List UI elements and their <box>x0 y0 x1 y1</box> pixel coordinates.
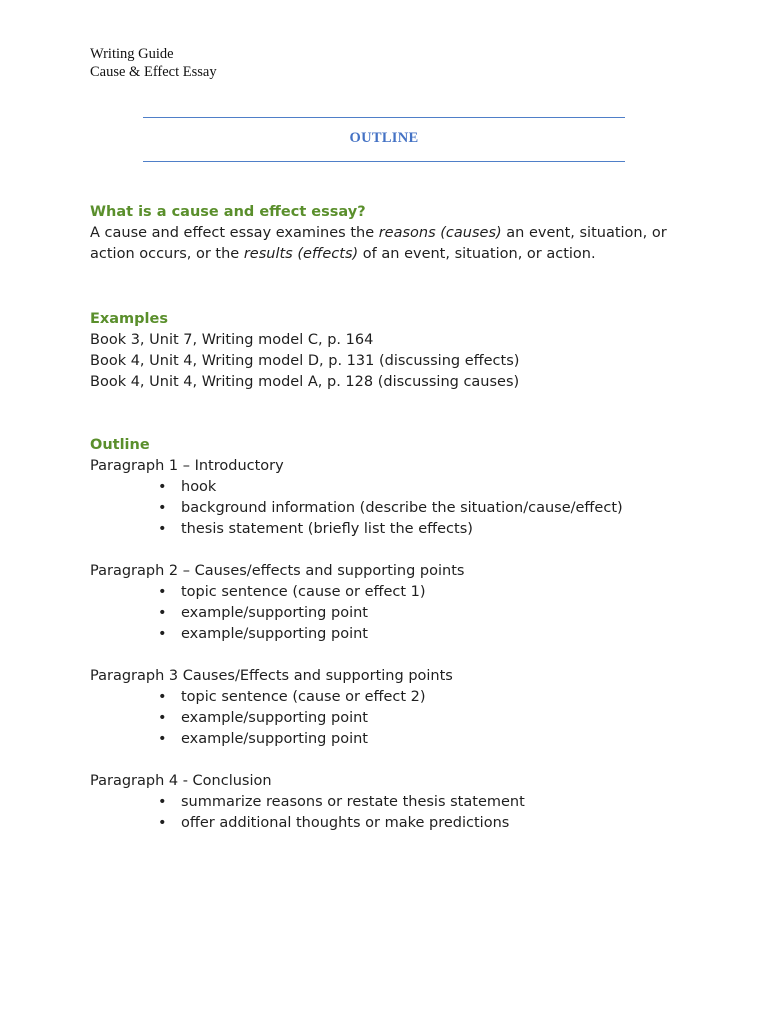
section-what-text <box>90 223 690 265</box>
bullet-dot: • <box>158 731 167 747</box>
paragraph-title: Paragraph 3 Causes/Effects and supporting points <box>90 668 453 684</box>
paragraph-title: Paragraph 1 – Introductory <box>90 458 284 474</box>
bullet-dot: • <box>158 794 167 810</box>
what-text-b: an event, situation, or action occurs, or the <box>90 225 667 262</box>
what-text-c: of an event, situation, or action. <box>358 246 596 262</box>
example-item: Book 4, Unit 4, Writing model D, p. 131 (discussing effects) <box>90 353 520 369</box>
bullet-text: example/supporting point <box>181 605 368 621</box>
bullet-text: topic sentence (cause or effect 1) <box>181 584 426 600</box>
bullet-text: example/supporting point <box>181 731 368 747</box>
bullet-text: example/supporting point <box>181 710 368 726</box>
bullet-list <box>90 687 690 750</box>
bullet-dot: • <box>158 605 167 621</box>
bullet-list <box>90 792 690 834</box>
bullet-dot: • <box>158 626 167 642</box>
bullet-dot: • <box>158 521 167 537</box>
bullet-item <box>90 582 690 603</box>
bullet-item <box>90 729 690 750</box>
section-outline <box>90 435 690 834</box>
paragraph-title: Paragraph 2 – Causes/effects and supporting points <box>90 563 465 579</box>
bullet-text: hook <box>181 479 217 495</box>
bullet-item <box>90 477 690 498</box>
bullet-item <box>90 708 690 729</box>
what-text-a: A cause and effect essay examines the <box>90 225 379 241</box>
bullet-list <box>90 582 690 645</box>
bullet-dot: • <box>158 689 167 705</box>
bullet-text: background information (describe the situation/cause/effect) <box>181 500 623 516</box>
example-item: Book 4, Unit 4, Writing model A, p. 128 (discussing causes) <box>90 374 520 390</box>
bullet-item <box>90 624 690 645</box>
section-what <box>90 202 690 265</box>
bullet-dot: • <box>158 479 167 495</box>
bullet-dot: • <box>158 584 167 600</box>
bullet-text: example/supporting point <box>181 626 368 642</box>
bullet-list <box>90 477 690 540</box>
outline-paragraph-3 <box>90 666 690 750</box>
bullet-item <box>90 498 690 519</box>
bullet-dot: • <box>158 815 167 831</box>
document-header <box>90 45 217 81</box>
what-italic-results: results (effects) <box>243 246 359 262</box>
bullet-text: thesis statement (briefly list the effects) <box>181 521 473 537</box>
bullet-dot: • <box>158 710 167 726</box>
section-examples <box>90 309 690 393</box>
bullet-text: topic sentence (cause or effect 2) <box>181 689 426 705</box>
bullet-item <box>90 813 690 834</box>
outline-paragraph-4 <box>90 771 690 834</box>
section-examples-heading: Examples <box>90 311 168 327</box>
header-line-1: Writing Guide <box>90 46 174 62</box>
bullet-item <box>90 792 690 813</box>
outline-paragraph-1 <box>90 456 690 540</box>
section-outline-heading: Outline <box>90 437 150 453</box>
section-what-heading: What is a cause and effect essay? <box>90 204 366 220</box>
bullet-item <box>90 519 690 540</box>
bullet-item <box>90 603 690 624</box>
title-rule-top <box>143 117 625 118</box>
what-italic-reasons: reasons (causes) <box>378 225 502 241</box>
bullet-text: summarize reasons or restate thesis statement <box>181 794 525 810</box>
example-item: Book 3, Unit 7, Writing model C, p. 164 <box>90 332 374 348</box>
bullet-dot: • <box>158 500 167 516</box>
bullet-text: offer additional thoughts or make predictions <box>181 815 510 831</box>
title-rule-bottom <box>143 161 625 162</box>
outline-paragraph-2 <box>90 561 690 645</box>
header-line-2: Cause & Effect Essay <box>90 64 217 80</box>
bullet-item <box>90 687 690 708</box>
paragraph-title: Paragraph 4 - Conclusion <box>90 773 272 789</box>
page-title: OUTLINE <box>349 130 419 146</box>
